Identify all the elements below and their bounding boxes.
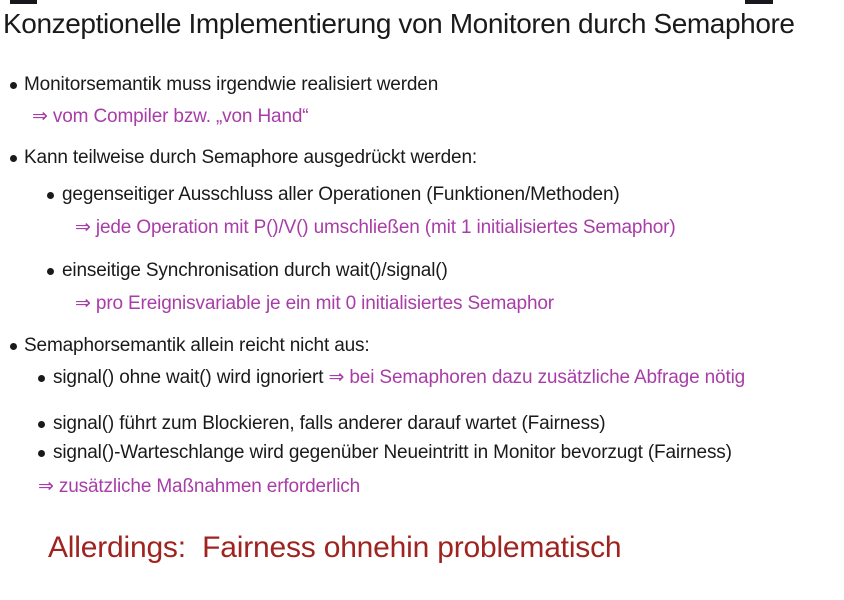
arrow-note [0, 216, 844, 240]
bullet-item-label: Semaphorsemantik allein reicht nicht aus: [24, 335, 370, 356]
arrow-note-text: ⇒ jede Operation mit P()/V() umschließen (mit 1 initialisiertes Semaphor) [75, 217, 676, 238]
arrow-note [0, 475, 844, 499]
sub-bullet-text-black: signal() ohne wait() wird ignoriert [53, 367, 329, 388]
bullet-item [0, 146, 844, 170]
bullet-icon [47, 192, 54, 199]
arrow-note [0, 292, 844, 316]
bullet-icon [38, 421, 45, 428]
bullet-item [0, 334, 844, 358]
sub-bullet-item-label: signal() führt zum Blockieren, falls anderer darauf wartet (Fairness) [53, 413, 606, 434]
bullet-item-label: Monitorsemantik muss irgendwie realisiert werden [24, 74, 439, 95]
sub-bullet-item [0, 183, 844, 207]
arrow-note [0, 105, 844, 129]
conclusion-heading: Allerdings: Fairness ohnehin problematisch [48, 531, 622, 564]
arrow-note-text: ⇒ vom Compiler bzw. „von Hand“ [32, 106, 309, 127]
sub-bullet-item [0, 412, 844, 436]
crop-artifact-left [10, 0, 37, 4]
bullet-icon [10, 82, 17, 89]
sub-bullet-item-label: einseitige Synchronisation durch wait()/signal() [62, 260, 448, 281]
sub-bullet-item-label: gegenseitiger Ausschluss aller Operationen (Funktionen/Methoden) [62, 184, 620, 205]
bullet-icon [47, 268, 54, 275]
bullet-item [0, 73, 844, 97]
sub-bullet-item [0, 366, 844, 390]
bullet-icon [10, 155, 17, 162]
bullet-icon [10, 343, 17, 350]
bullet-icon [38, 450, 45, 457]
slide-title: Konzeptionelle Implementierung von Monitoren durch Semaphore [3, 8, 795, 39]
arrow-note-text: ⇒ pro Ereignisvariable je ein mit 0 initialisiertes Semaphor [75, 293, 554, 314]
bullet-icon [38, 375, 45, 382]
sub-bullet-item [0, 441, 844, 465]
crop-artifact-right [745, 0, 773, 4]
sub-bullet-item-label [53, 366, 745, 390]
arrow-note-text: ⇒ zusätzliche Maßnahmen erforderlich [38, 476, 361, 497]
sub-bullet-item [0, 259, 844, 283]
sub-bullet-text-magenta: ⇒ bei Semaphoren dazu zusätzliche Abfrage nötig [328, 367, 746, 388]
sub-bullet-item-label: signal()-Warteschlange wird gegenüber Neueintritt in Monitor bevorzugt (Fairness) [53, 442, 732, 463]
bullet-item-label: Kann teilweise durch Semaphore ausgedrückt werden: [24, 147, 477, 168]
